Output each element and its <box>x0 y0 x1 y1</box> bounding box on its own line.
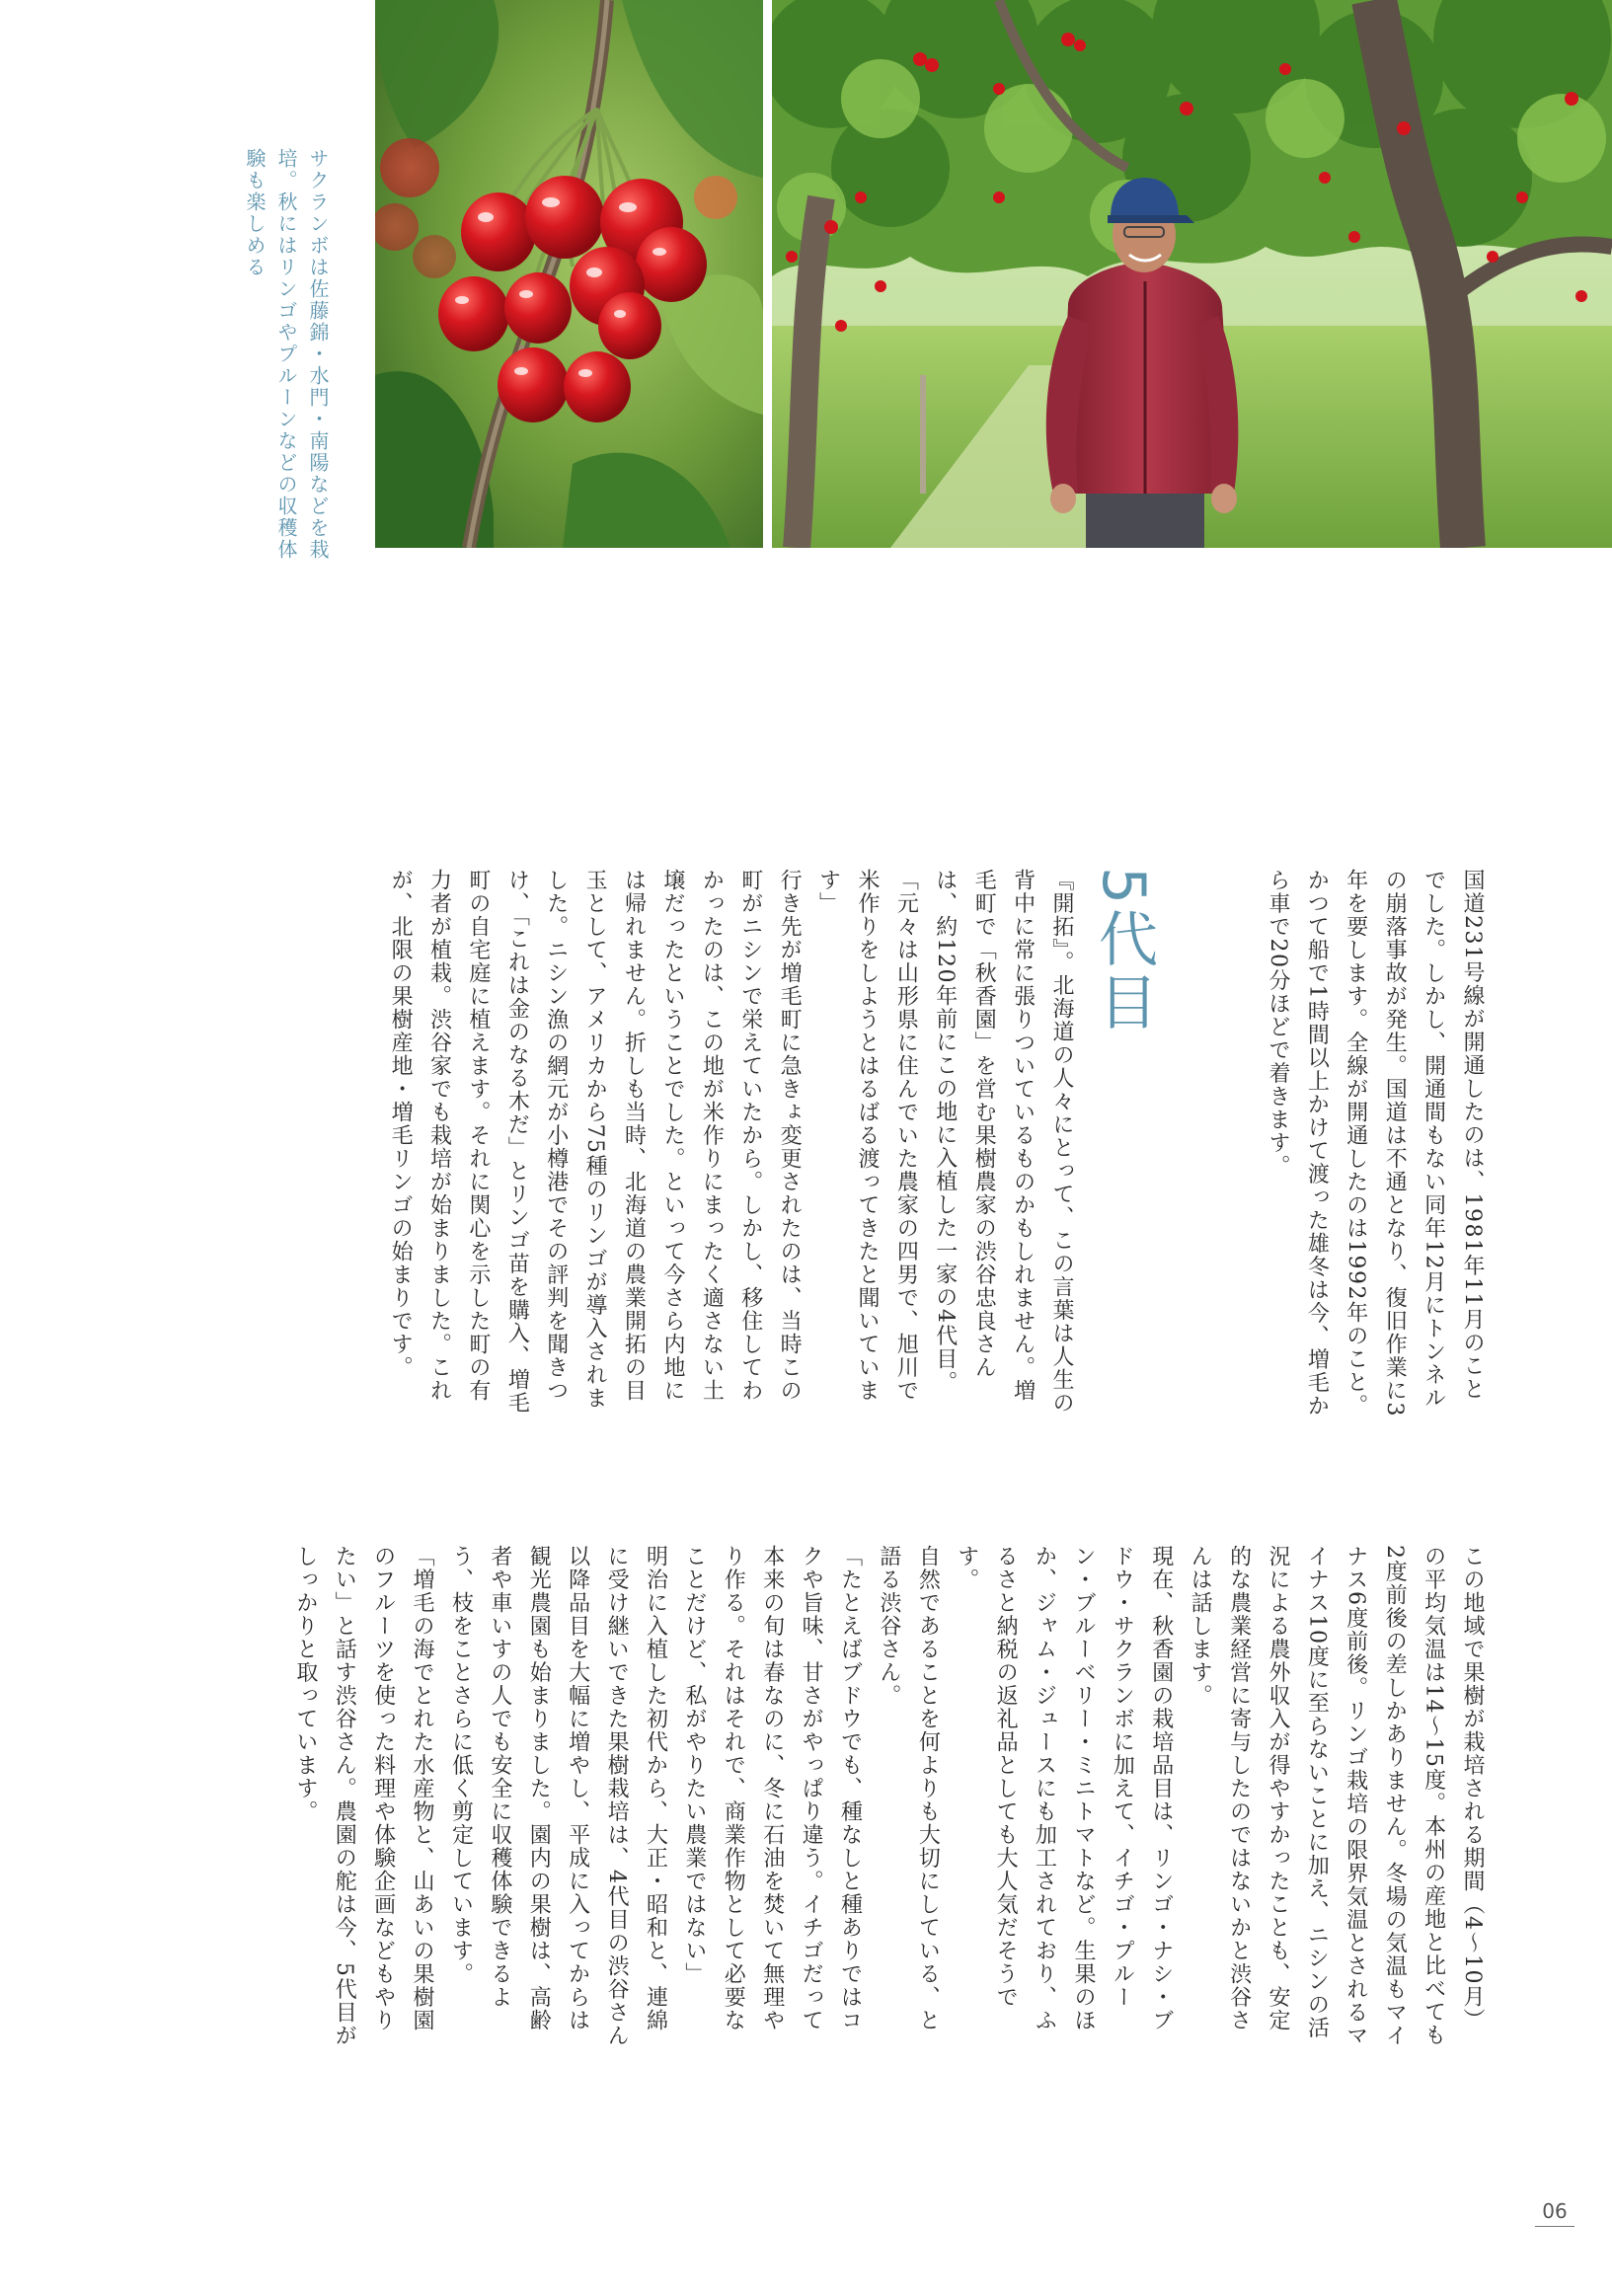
article-body-intro: 国道231号線が開通したのは、1981年11月のことでした。しかし、開通間もない同年12月にトンネルの崩落事故が発生。国道は不通となり、復旧作業に3年を要します。全線が開通したのは1992年のこと。かつて船で1時間以上かけて渡った雄冬は今、増毛から車で20分ほどで着きます。 <box>1265 869 1485 1417</box>
farmer-illustration <box>772 0 1612 548</box>
article-body-current: この地域で果樹が栽培される期間（4〜10月）の平均気温は14〜15度。本州の産地と比べても2度前後の差しかありません。冬場の気温もマイナス6度前後。リンゴ栽培の限界気温とされるマイナス10度に至らないことに加え、ニシンの活況による農外収入が得やすかったことも、安定的な農業経営に寄与したのではないかと渋谷さんは話します。 現在、秋香園の栽培品目は、リンゴ・ナシ・ブドウ・サクランボに加えて、イチゴ・プルーン・ブルーベリー・ミニトマトなど。生果のほか、ジャム・ジュースにも加工されており、ふるさと納税の返礼品としても大人気だそうです。 自然であることを何よりも大切にしている、と語る渋谷さん。 「たとえばブドウでも、種なしと種ありではコクや旨味、甘さがやっぱり違う。イチゴだって本来の旬は春なのに、冬に石油を焚いて無理やり作る。それはそれで、商業作物として必要なことだけど、私がやりたい農業ではない」 明治に入植した初代から、大正・昭和と、連綿に受け継いできた果樹栽培は、4代目の渋谷さん以降品目を大幅に増やし、平成に入ってからは観光農園も始まりました。園内の果樹は、高齢者や車いすの人でも安全に収穫体験できるよう、枝をことさらに低く剪定しています。 「増毛の海でとれた水産物と、山あいの果樹園のフルーツを使った料理や体験企画などもやりたい」と話す渋谷さん。農園の舵は今、5代目がしっかりと取っています。 <box>292 1545 1485 2047</box>
section-heading: 5代目 <box>1089 867 1158 1035</box>
article-body-history: 『開拓』。北海道の人々にとって、この言葉は人生の背中に常に張りついているものかもしれません。増毛町で「秋香園」を営む果樹農家の渋谷忠良さんは、約120年前にこの地に入植した一家の4代目。 「元々は山形県に住んでいた農家の四男で、旭川で米作りをしようとはるばる渡ってきたと聞いています」 行き先が増毛町に急きょ変更されたのは、当時この町がニシンで栄えていたから。しかし、移住してわかったのは、この地が米作りにまったく適さない土壌だったということでした。といって今さら内地には帰れません。折しも当時、北海道の農業開拓の目玉として、アメリカから75種のリンゴが導入されました。ニシン漁の網元が小樽港でその評判を聞きつけ、「これは金のなる木だ」とリンゴ苗を購入、増毛町の自宅庭に植えます。それに関心を示した町の有力者が植栽。渋谷家でも栽培が始まりました。これが、北限の果樹産地・増毛リンゴの始まりです。 <box>388 869 1074 1415</box>
cherries-photo <box>375 0 763 548</box>
farmer-orchard-photo <box>772 0 1612 548</box>
page-number: 06 <box>1535 2199 1574 2227</box>
photo-caption: サクランボは佐藤錦・水門・南陽などを栽培。秋にはリンゴやプルーンなどの収穫体験も楽しめる <box>243 148 330 561</box>
cherries-illustration <box>375 0 763 548</box>
